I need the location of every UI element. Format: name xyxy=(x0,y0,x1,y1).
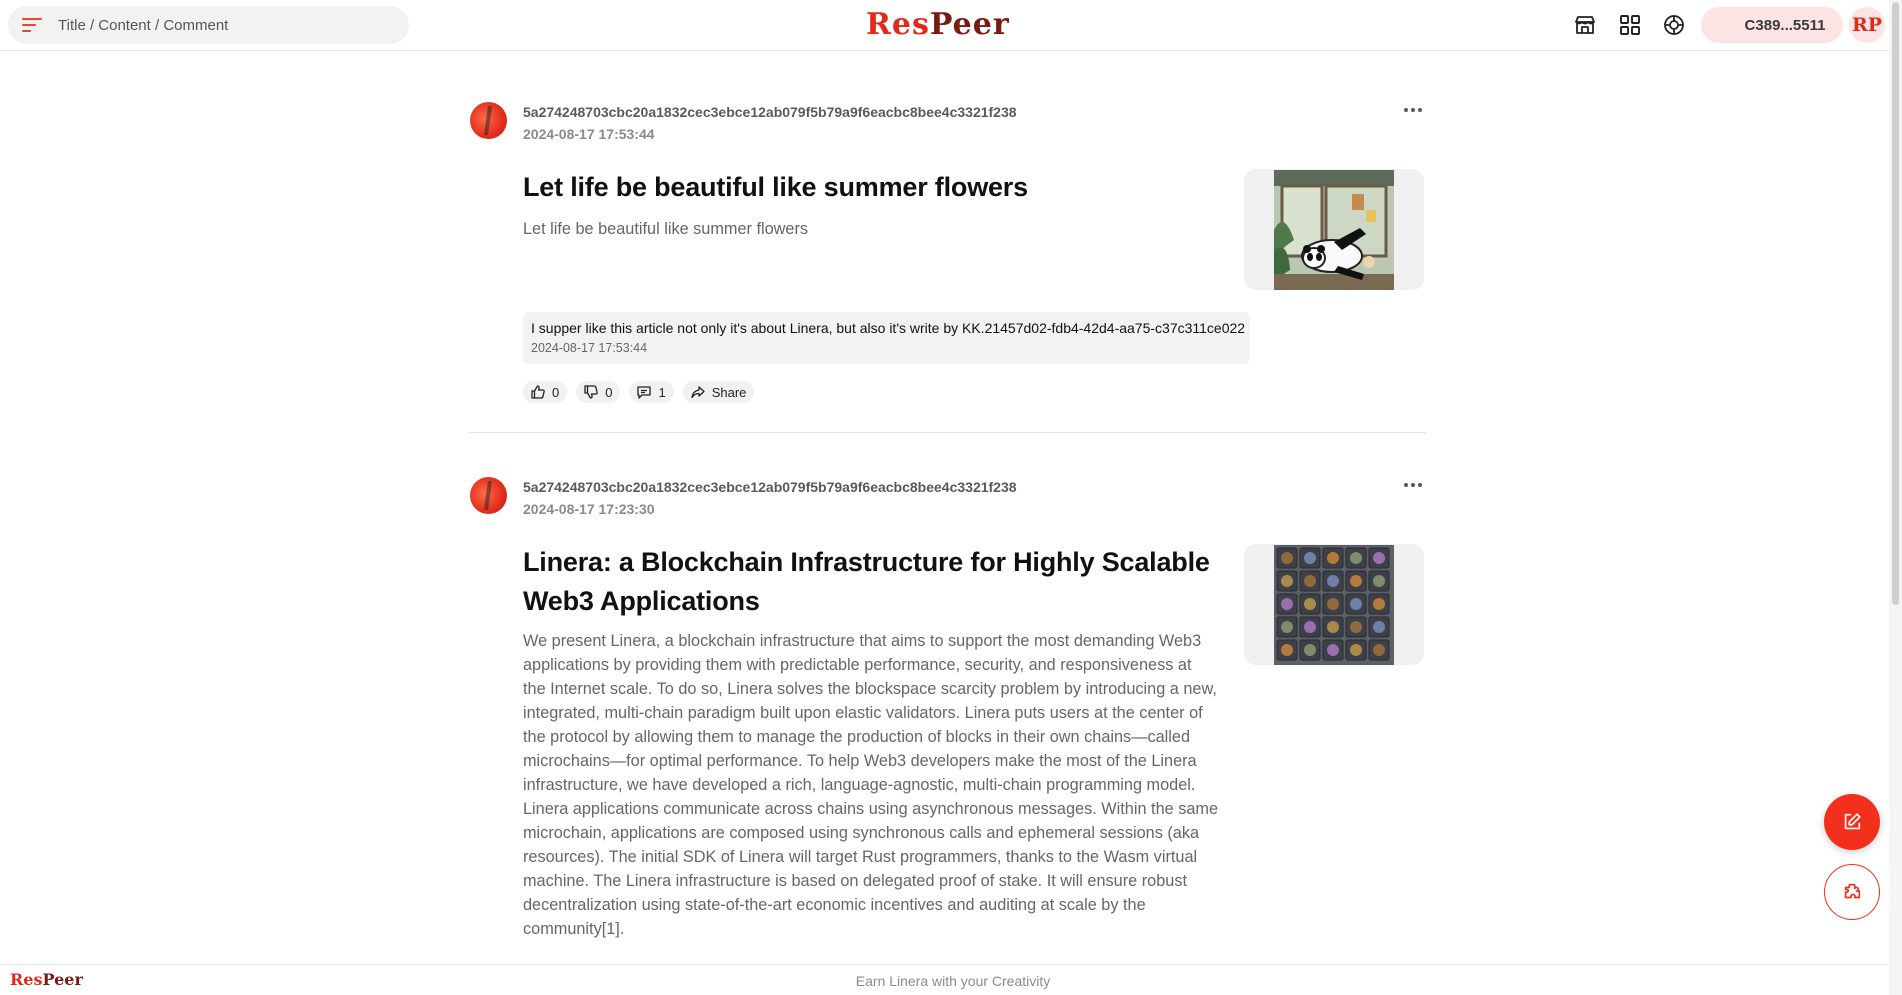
footer-logo-peer: Peer xyxy=(42,970,83,989)
respeer-logo[interactable] xyxy=(866,8,1010,42)
post-summary: Let life be beautiful like summer flowers xyxy=(523,220,809,238)
post-date: 2024-08-17 17:53:44 xyxy=(523,126,655,142)
like-button[interactable] xyxy=(523,381,567,403)
dislike-count: 0 xyxy=(605,384,613,400)
author-avatar[interactable] xyxy=(470,102,507,139)
thumbs-up-icon xyxy=(530,384,546,400)
write-article-button[interactable] xyxy=(1824,794,1880,850)
comment-button[interactable] xyxy=(629,381,673,403)
post-actions xyxy=(523,381,754,403)
post-thumbnail[interactable] xyxy=(1244,169,1424,290)
author-avatar[interactable] xyxy=(470,477,507,514)
footer xyxy=(0,964,1889,995)
share-icon xyxy=(690,384,706,400)
wallet-button[interactable] xyxy=(1701,7,1843,43)
post-summary: We present Linera, a blockchain infrastructure that aims to support the most demanding Web3 applications by providing them with predictable performance, security, and responsiveness at the Internet scale. To do so, Linera solves the blockspace scarcity problem by introducing a new, integrated, multi-chain paradigm built upon elastic validators. Linera puts users at the center of the protocol by allowing them to manage the production of blocks in their own chains—called microchains—for optimal performance. To help Web3 developers make the most of the Linera infrastructure, we have developed a rich, language-agnostic, multi-chain programming model. Linera applications communicate across chains using asynchronous messages. Within the same microchain, applications are composed using synchronous calls and ephemeral sessions (aka resources). The initial SDK of Linera will target Rust programmers, thanks to the Wasm virtual machine. The Linera infrastructure is based on delegated proof of stake. It will ensure robust decentralization using state-of-the-art economic incentives and auditing at scale by the community[1]. xyxy=(523,632,1219,938)
comment-text: I supper like this article not only it's about Linera, but also it's write by KK.21457d02-fdb4-42d4-aa75-c37c311ce022 xyxy=(531,320,1246,336)
logo-res-text: Res xyxy=(866,7,930,42)
store-icon[interactable] xyxy=(1573,13,1597,37)
comment-count: 1 xyxy=(658,384,666,400)
scrollbar[interactable] xyxy=(1889,0,1902,995)
avatar-label: RP xyxy=(1851,14,1883,36)
top-bar xyxy=(0,0,1902,51)
apps-grid-icon[interactable] xyxy=(1618,13,1642,37)
comment-icon xyxy=(636,384,652,400)
more-options-icon[interactable] xyxy=(1401,98,1425,122)
post-title-line: Web3 Applications xyxy=(523,586,760,616)
panda-window-image xyxy=(1274,170,1394,290)
plugin-icon xyxy=(1841,881,1863,903)
post-title[interactable]: Let life be beautiful like summer flowers xyxy=(523,172,1028,202)
post-card xyxy=(468,467,1426,967)
plugin-button[interactable] xyxy=(1824,864,1880,920)
post-date: 2024-08-17 17:23:30 xyxy=(523,501,655,517)
edit-icon xyxy=(1841,811,1863,833)
dislike-button[interactable] xyxy=(576,381,620,403)
top-comment[interactable] xyxy=(523,312,1250,364)
share-label: Share xyxy=(711,384,747,400)
thumbs-down-icon xyxy=(583,384,599,400)
post-title[interactable] xyxy=(523,543,1210,621)
footer-logo-res: Res xyxy=(10,970,43,989)
search-input[interactable] xyxy=(58,17,378,34)
share-button[interactable] xyxy=(683,381,755,403)
wallet-label: C389...5511 xyxy=(1744,16,1826,34)
post-card xyxy=(468,92,1426,433)
like-count: 0 xyxy=(552,384,560,400)
user-avatar[interactable] xyxy=(1849,7,1885,43)
post-title-line: Linera: a Blockchain Infrastructure for Highly Scalable xyxy=(523,547,1210,577)
logo-peer-text: Peer xyxy=(929,7,1010,42)
more-options-icon[interactable] xyxy=(1401,473,1425,497)
tile-grid-image xyxy=(1274,545,1394,665)
post-thumbnail[interactable] xyxy=(1244,544,1424,665)
footer-tagline: Earn Linera with your Creativity xyxy=(855,973,1051,989)
scrollbar-thumb[interactable] xyxy=(1892,2,1899,605)
search-bar[interactable] xyxy=(8,6,409,44)
author-name[interactable]: 5a274248703cbc20a1832cec3ebce12ab079f5b79a9f6eacbc8bee4c3321f238 xyxy=(523,104,1017,120)
author-name[interactable]: 5a274248703cbc20a1832cec3ebce12ab079f5b79a9f6eacbc8bee4c3321f238 xyxy=(523,479,1017,495)
menu-icon[interactable] xyxy=(22,18,42,32)
comment-date: 2024-08-17 17:53:44 xyxy=(531,341,648,355)
explore-icon[interactable] xyxy=(1662,13,1686,37)
